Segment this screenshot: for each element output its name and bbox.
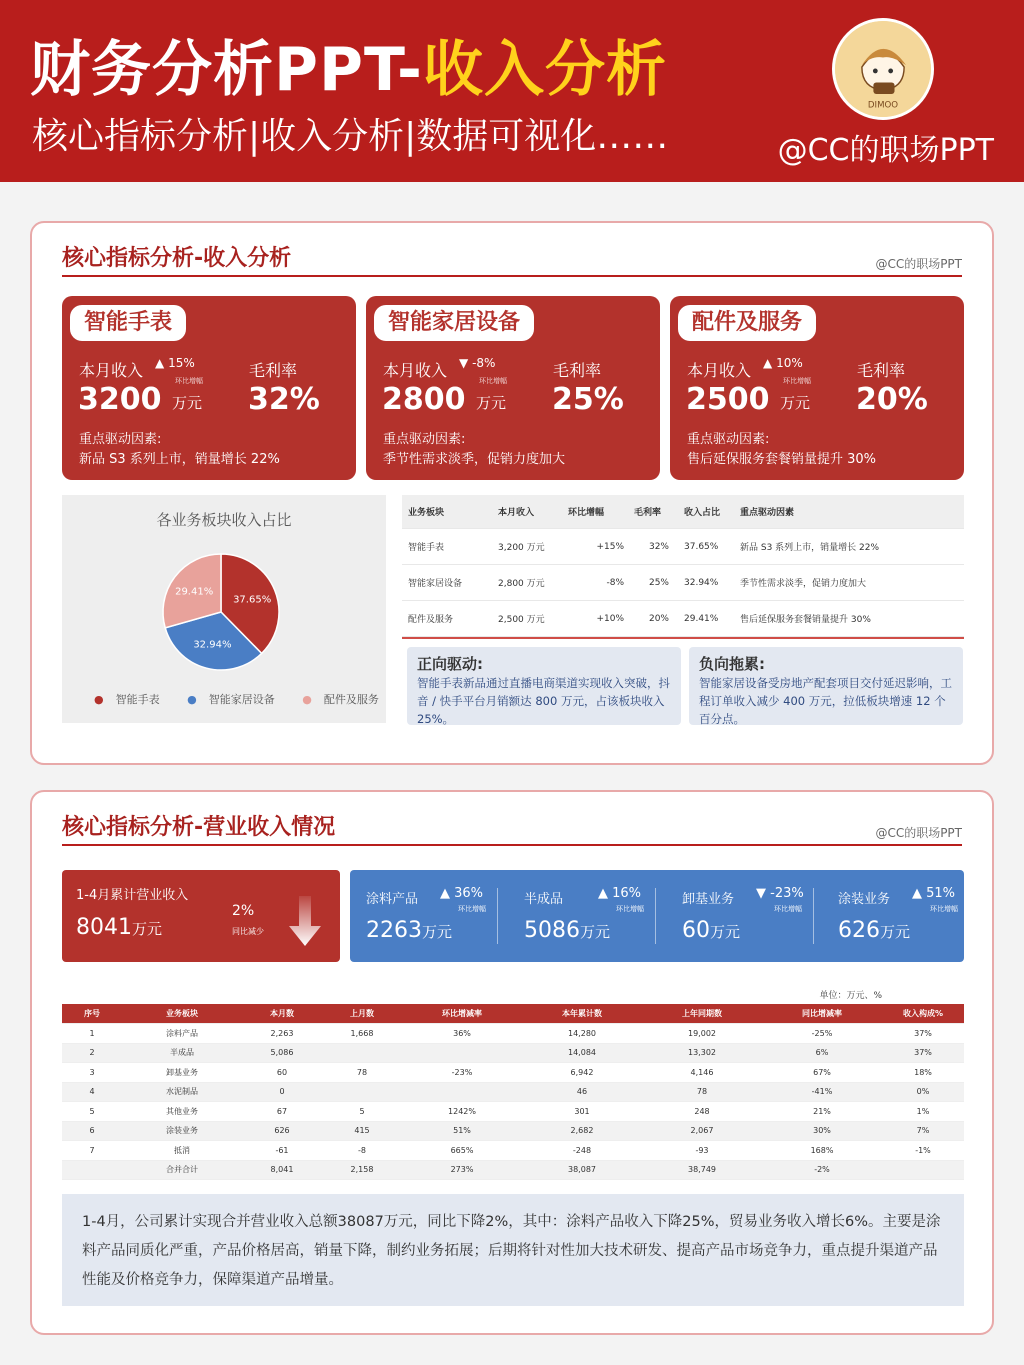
legend-dot-icon: ● [94,693,104,706]
up-arrow-icon: ▲ [440,886,450,901]
kpi-change-value: -8% [472,356,496,370]
table-header-cell: 上年同期数 [682,1009,722,1018]
segment-unit: 万元 [880,923,911,941]
driver-text: 季节性需求淡季，促销力度加大 [383,452,566,467]
table-cell: 2,158 [350,1165,374,1175]
segment-name: 半成品 [524,892,564,907]
table-cell: 2,263 [270,1028,294,1038]
table-cell: 1,668 [350,1028,374,1038]
table-cell: 售后延保服务套餐销量提升 30% [740,615,871,625]
note-title: 负向拖累: [699,655,765,673]
kpi-value: 2500 [686,382,770,417]
table-cell: 2,067 [690,1126,714,1136]
legend-label: 配件及服务 [323,693,379,706]
legend-label: 智能家居设备 [208,693,275,706]
table-header-cell: 毛利率 [634,508,662,518]
table-cell: +15% [596,541,624,552]
segment-change-sub: 环比增幅 [930,905,958,913]
table-cell: 51% [453,1126,471,1136]
table-cell: 78 [696,1087,708,1097]
table-cell: 智能手表 [408,543,445,553]
kpi-gm-value: 32% [248,382,320,417]
legend-item [302,693,391,706]
table-cell: 7 [89,1145,95,1155]
table-row [62,1141,964,1161]
segment-unit: 万元 [580,923,611,941]
table-cell: 29.41% [684,613,719,624]
table-cell: 智能家居设备 [408,579,463,589]
segment-divider [508,888,656,944]
table-cell: 19,002 [688,1028,716,1038]
table-cell: 新品 S3 系列上市，销量增长 22% [740,543,880,553]
operating-revenue-table [62,1004,964,1180]
up-arrow-icon: ▲ [598,886,608,901]
table-header-cell: 上月数 [350,1009,374,1018]
table-cell: -1% [915,1145,931,1155]
kpi-unit: 万元 [780,394,811,412]
table-cell: 涂料产品 [166,1028,198,1038]
segment-divider [350,888,498,944]
table-cell: -41% [811,1087,833,1097]
table-cell: 5,086 [270,1048,294,1058]
pie-legend [94,691,403,707]
table-cell: 涂装业务 [166,1126,198,1136]
segment-unit: 万元 [422,923,453,941]
table-row [62,1063,964,1083]
table-cell: 415 [354,1126,370,1136]
summary-text: 1-4月，公司累计实现合并营业收入总额38087万元，同比下降2%，其中：涂料产品收入下降25%，贸易业务收入增长6%。主要是涂料产品同质化严重，产品价格居高，销量下降，制约业务拓展；后期将针对性加大技术研发、提高产品市场竞争力，重点提升渠道产品性能及价格竞争力，保障渠道产品增量。 [62,1194,964,1306]
cumulative-value [76,915,162,940]
table-cell: 0% [916,1087,930,1097]
table-cell: +10% [596,613,624,624]
kpi-value: 3200 [78,382,162,417]
title-main: 财务分析PPT- [30,35,423,105]
table-row [402,529,964,565]
driver-title: 重点驱动因素: [383,432,466,447]
table-cell: 32% [648,541,669,552]
pie-data-label: 29.41% [175,586,214,598]
table-cell: 2 [89,1048,95,1058]
table-cell: 38,087 [568,1165,596,1175]
driver-title: 重点驱动因素: [687,432,770,447]
slide-watermark: @CC的职场PPT [875,257,962,271]
table-cell: 1242% [448,1106,476,1116]
kpi-label: 本月收入 [79,361,144,380]
table-cell: 67% [813,1067,831,1077]
table-cell: 301 [574,1106,590,1116]
kpi-tag: 智能家居设备 [374,305,534,341]
segment-change-sub: 环比增幅 [774,905,802,913]
table-cell: 37% [914,1048,932,1058]
table-cell: 168% [810,1145,834,1155]
table-row [62,1044,964,1064]
kpi-driver [79,430,280,470]
kpi-driver [383,430,565,470]
table-cell: 2,682 [570,1126,594,1136]
segment-divider [666,888,814,944]
pie-chart [156,547,286,677]
segment-change-value: 36% [454,886,484,901]
table-header-cell: 本年累计数 [562,1009,602,1018]
slide-operating-revenue [30,790,994,1335]
table-cell: 4,146 [690,1067,714,1077]
kpi-change [763,356,803,370]
cumulative-revenue-card [62,870,340,962]
segment-change [912,886,955,901]
kpi-gm-label: 毛利率 [553,361,602,380]
kpi-value: 2800 [382,382,466,417]
table-header-cell: 序号 [84,1009,100,1018]
table-cell: 合并合计 [166,1165,198,1175]
down-arrow-icon: ▼ [459,356,469,370]
cumulative-label: 1-4月累计营业收入 [76,888,189,903]
table-cell: 67 [276,1106,288,1116]
kpi-label: 本月收入 [687,361,752,380]
legend-dot-icon: ● [302,693,312,706]
cumulative-change: 2% [232,903,255,919]
table-header-row [62,1004,964,1024]
table-header-cell: 环比增幅 [568,508,605,518]
table-row [62,1102,964,1122]
table-cell: -248 [572,1145,592,1155]
revenue-table [402,495,964,639]
driver-text: 新品 S3 系列上市，销量增长 22% [79,452,280,467]
header-banner [0,0,1024,182]
kpi-gm-label: 毛利率 [857,361,906,380]
table-header-cell: 本月收入 [498,508,535,518]
segment-change-value: 51% [926,886,956,901]
segment-change-value: -23% [770,886,804,901]
table-cell: -2% [814,1165,830,1175]
author-avatar [832,18,934,120]
table-header-cell: 环比增减率 [442,1009,482,1018]
legend-dot-icon: ● [187,693,197,706]
table-cell: 36% [453,1028,471,1038]
kpi-unit: 万元 [172,394,203,412]
legend-item [187,693,287,706]
table-cell: 6% [815,1048,829,1058]
table-cell: 6 [89,1126,95,1136]
table-cell: 2,500 万元 [498,615,545,625]
table-cell: 30% [813,1126,831,1136]
title-highlight: 收入分析 [422,35,667,105]
table-cell: 14,280 [568,1028,596,1038]
table-header-cell: 业务板块 [166,1009,198,1018]
table-cell: -93 [695,1145,709,1155]
page-subtitle: 核心指标分析|收入分析|数据可视化…… [32,116,669,157]
table-header-cell: 收入构成% [902,1009,943,1018]
slide-title: 核心指标分析-营业收入情况 [62,815,336,840]
table-cell: 8,041 [270,1165,294,1175]
up-arrow-icon: ▲ [763,356,773,370]
segment-change-sub: 环比增幅 [616,905,644,913]
table-cell: -23% [451,1067,473,1077]
segment-number: 2263 [366,918,422,943]
driver-title: 重点驱动因素: [79,432,162,447]
page-title [30,22,667,108]
segment-name: 卸基业务 [682,892,735,907]
table-cell: 78 [356,1067,368,1077]
table-cell: 626 [274,1126,290,1136]
table-row [62,1083,964,1103]
legend-label: 智能手表 [115,693,160,706]
driver-text: 售后延保服务套餐销量提升 30% [687,452,877,467]
table-cell: 5 [89,1106,95,1116]
table-cell: 38,749 [688,1165,716,1175]
table-cell: 配件及服务 [408,615,454,625]
table-cell: 25% [648,577,669,588]
table-cell: 18% [914,1067,932,1077]
table-cell: 6,942 [570,1067,594,1077]
table-cell: 7% [916,1126,930,1136]
table-header-cell: 本月数 [270,1009,294,1018]
pie-data-label: 32.94% [193,639,232,651]
table-cell: 1 [89,1028,95,1038]
pie-data-label: 37.65% [233,594,272,606]
note-text: 智能家居设备受房地产配套项目交付延迟影响，工程订单收入减少 400 万元，拉低板块增速 12 个百分点。 [699,676,952,726]
segment-summary-panel [350,870,964,962]
negative-driver-note [689,647,963,725]
kpi-card-accessories [670,296,964,480]
table-cell: 0 [279,1087,285,1097]
pie-chart-panel [62,495,386,723]
table-cell: 5 [359,1106,365,1116]
segment-number: 60 [682,918,710,943]
table-cell: 水泥制品 [166,1087,198,1097]
down-arrow-icon [288,896,322,946]
table-cell: 1% [916,1106,930,1116]
note-text: 智能手表新品通过直播电商渠道实现收入突破，抖音 / 快手平台月销额达 800 万元，占该板块收入 25%。 [417,676,670,726]
table-cell: 半成品 [170,1048,194,1058]
kpi-driver [687,430,876,470]
kpi-tag: 配件及服务 [678,305,816,341]
table-cell: 抵消 [174,1145,190,1155]
segment-change-sub: 环比增幅 [458,905,486,913]
slide-revenue-analysis [30,221,994,765]
kpi-change-value: 15% [168,356,195,370]
table-header-cell: 业务板块 [408,508,445,518]
up-arrow-icon: ▲ [912,886,922,901]
table-header-cell: 收入占比 [684,508,721,518]
unit-note: 单位：万元、% [819,991,882,1001]
table-header-cell: 重点驱动因素 [740,508,795,518]
kpi-change-sub: 环比增幅 [783,377,811,385]
kpi-card-smartwatch [62,296,356,480]
table-cell: -61 [275,1145,289,1155]
kpi-label: 本月收入 [383,361,448,380]
kpi-change [155,356,195,370]
table-cell: 32.94% [684,577,719,588]
up-arrow-icon: ▲ [155,356,165,370]
kpi-gm-value: 25% [552,382,624,417]
table-cell: 其他业务 [166,1106,198,1116]
segment-name: 涂料产品 [366,892,419,907]
kpi-gm-label: 毛利率 [249,361,298,380]
table-cell: 248 [694,1106,710,1116]
positive-driver-note [407,647,681,725]
table-cell: 37% [914,1028,932,1038]
segment-number: 626 [838,918,880,943]
table-cell: 2,800 万元 [498,579,545,589]
kpi-tag: 智能手表 [70,305,186,341]
table-cell: 21% [813,1106,831,1116]
table-cell: 3,200 万元 [498,543,545,553]
title-divider [62,275,962,277]
table-cell: 46 [576,1087,588,1097]
kpi-change-sub: 环比增幅 [479,377,507,385]
segment-item [822,870,972,962]
table-cell: -8% [606,577,624,588]
kpi-change-sub: 环比增幅 [175,377,203,385]
table-row [402,565,964,601]
table-cell: 3 [89,1067,95,1077]
table-cell: 60 [276,1067,288,1077]
table-row [402,601,964,637]
segment-change-value: 16% [612,886,642,901]
kpi-change-value: 10% [776,356,803,370]
cumulative-change-sub: 同比减少 [232,927,264,936]
segment-value [838,918,910,943]
segment-unit: 万元 [710,923,741,941]
segment-name: 涂装业务 [838,892,891,907]
kpi-change [459,356,495,370]
table-cell: -8 [358,1145,366,1155]
table-row [62,1161,964,1181]
table-cell: 37.65% [684,541,719,552]
kpi-unit: 万元 [476,394,507,412]
note-title: 正向驱动: [417,655,483,673]
pie-chart-title: 各业务板块收入占比 [156,511,292,529]
kpi-gm-value: 20% [856,382,928,417]
segment-number: 5086 [524,918,580,943]
title-divider [62,844,962,846]
avatar-text: DIMOO [867,100,899,111]
table-cell: 20% [648,613,669,624]
table-row [62,1024,964,1044]
table-row [62,1122,964,1142]
slide-title: 核心指标分析-收入分析 [62,246,292,271]
table-cell: 季节性需求淡季，促销力度加大 [740,579,867,589]
table-cell: 4 [89,1087,95,1097]
kpi-card-smarthome [366,296,660,480]
table-cell: -25% [811,1028,833,1038]
table-bottom-rule [402,637,964,639]
table-cell: 665% [450,1145,474,1155]
table-cell: 14,084 [568,1048,596,1058]
table-header-cell: 同比增减率 [802,1009,842,1018]
table-cell: 卸基业务 [166,1067,198,1077]
down-arrow-icon: ▼ [756,886,766,901]
slide-watermark: @CC的职场PPT [875,826,962,840]
author-handle: @CC的职场PPT [777,133,994,168]
table-header-row [402,495,964,529]
legend-item [94,693,172,706]
table-cell: 13,302 [688,1048,716,1058]
cumulative-number: 8041 [76,915,132,940]
cumulative-unit: 万元 [132,920,163,938]
table-cell: 273% [450,1165,474,1175]
